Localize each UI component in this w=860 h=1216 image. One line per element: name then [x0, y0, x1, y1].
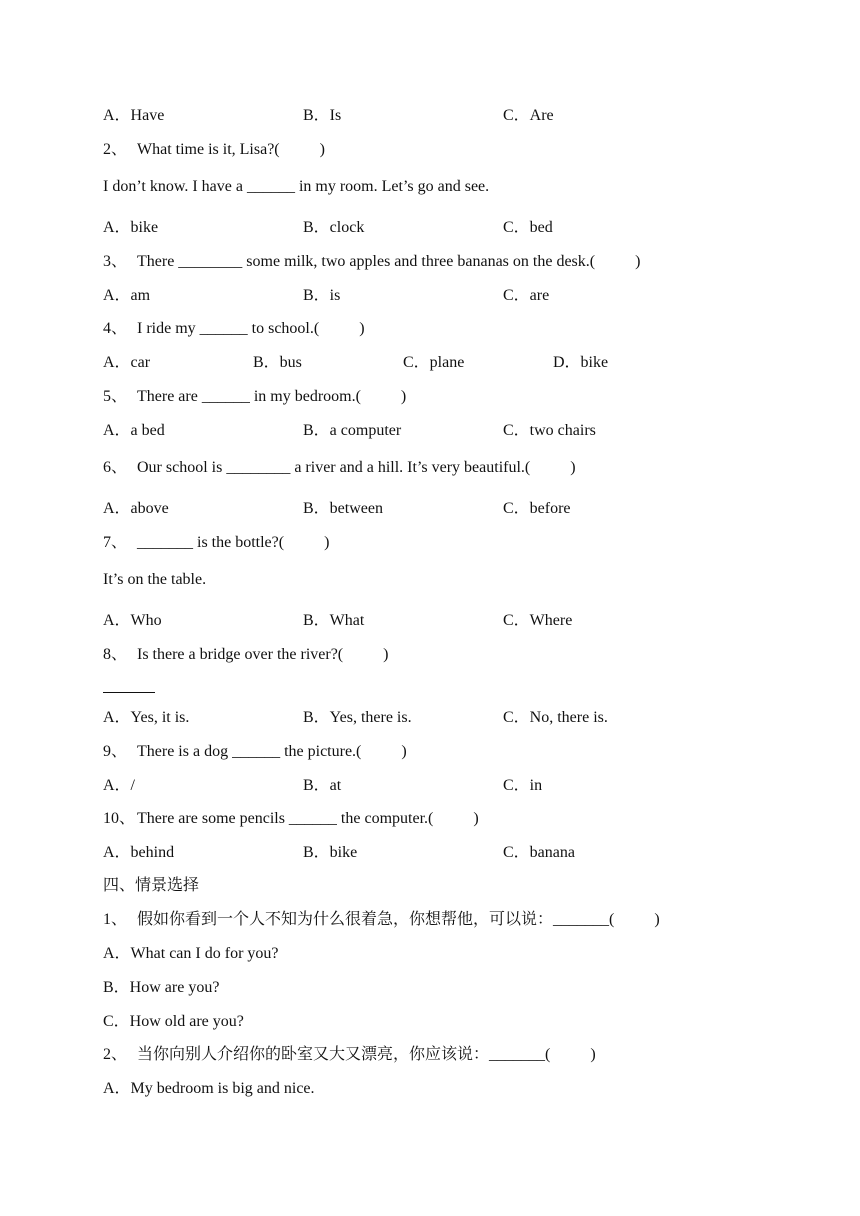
question-number: 3、 [103, 253, 128, 270]
question-number: 2、 [103, 141, 128, 158]
question-7 [103, 533, 329, 553]
q3-option-a: A．am [103, 287, 151, 304]
question-text: 假如你看到一个人不知为什么很着急，你想帮他，可以说：_______( ) [137, 911, 660, 928]
q4-option-c: C．plane [403, 354, 465, 371]
question-number: 2、 [103, 1046, 128, 1063]
q6-option-c: C．before [503, 500, 571, 517]
q5-option-a: A．a bed [103, 422, 165, 439]
section-4-title: 四、情景选择 [103, 877, 200, 894]
q5-option-c: C．two chairs [503, 422, 596, 439]
question-6 [103, 458, 576, 478]
q3-option-b: B．is [303, 287, 341, 304]
question-2-context: I don’t know. I have a ______ in my room. Let’s go and see. [103, 178, 490, 195]
q1-option-c: C．Are [503, 107, 554, 124]
q8-option-c: C．No, there is. [503, 709, 608, 726]
q9-option-a: A．/ [103, 777, 136, 794]
answer-blank-line [103, 692, 155, 693]
q1-option-a: A．Have [103, 107, 165, 124]
question-3 [103, 252, 640, 272]
s1-option-a: A．What can I do for you? [103, 945, 279, 962]
q8-option-b: B．Yes, there is. [303, 709, 412, 726]
q7-option-c: C．Where [503, 612, 573, 629]
question-text: _______ is the bottle?( ) [137, 534, 330, 551]
q10-option-a: A．behind [103, 844, 175, 861]
q2-option-b: B．clock [303, 219, 365, 236]
q8-option-a: A．Yes, it is. [103, 709, 190, 726]
question-number: 6、 [103, 459, 128, 476]
q9-option-c: C．in [503, 777, 543, 794]
question-text: Our school is ________ a river and a hill. It’s very beautiful.( ) [137, 459, 576, 476]
question-text: 当你向别人介绍你的卧室又大又漂亮，你应该说：_______( ) [137, 1046, 596, 1063]
question-text: There ________ some milk, two apples and three bananas on the desk.( ) [137, 253, 641, 270]
question-number: 4、 [103, 320, 128, 337]
q4-option-b: B．bus [253, 354, 302, 371]
question-number: 8、 [103, 646, 128, 663]
q4-option-d: D．bike [553, 354, 609, 371]
question-9 [103, 742, 407, 762]
question-4 [103, 319, 365, 339]
question-text: I ride my ______ to school.( ) [137, 320, 365, 337]
situation-2 [103, 1045, 596, 1065]
question-7-context: It’s on the table. [103, 571, 207, 588]
q10-option-c: C．banana [503, 844, 575, 861]
s2-option-a: A．My bedroom is big and nice. [103, 1080, 315, 1097]
q10-option-b: B．bike [303, 844, 358, 861]
question-text: There is a dog ______ the picture.( ) [137, 743, 407, 760]
question-number: 7、 [103, 534, 128, 551]
situation-1 [103, 910, 660, 930]
question-number: 9、 [103, 743, 128, 760]
s1-option-b: B．How are you? [103, 979, 220, 996]
question-number: 10、 [103, 810, 136, 827]
question-8 [103, 645, 388, 665]
question-text: Is there a bridge over the river?( ) [137, 646, 389, 663]
question-number: 5、 [103, 388, 128, 405]
question-5 [103, 387, 406, 407]
question-text: There are some pencils ______ the computer.( ) [137, 810, 479, 827]
q3-option-c: C．are [503, 287, 550, 304]
q5-option-b: B．a computer [303, 422, 402, 439]
q1-option-b: B．Is [303, 107, 342, 124]
q6-option-b: B．between [303, 500, 383, 517]
s1-option-c: C．How old are you? [103, 1013, 244, 1030]
question-text: There are ______ in my bedroom.( ) [137, 388, 407, 405]
q2-option-c: C．bed [503, 219, 553, 236]
q6-option-a: A．above [103, 500, 169, 517]
q7-option-a: A．Who [103, 612, 162, 629]
q9-option-b: B．at [303, 777, 342, 794]
q4-option-a: A．car [103, 354, 151, 371]
question-number: 1、 [103, 911, 128, 928]
question-text: What time is it, Lisa?( ) [137, 141, 325, 158]
question-10 [103, 809, 479, 829]
question-2 [103, 140, 325, 160]
q2-option-a: A．bike [103, 219, 159, 236]
q7-option-b: B．What [303, 612, 365, 629]
